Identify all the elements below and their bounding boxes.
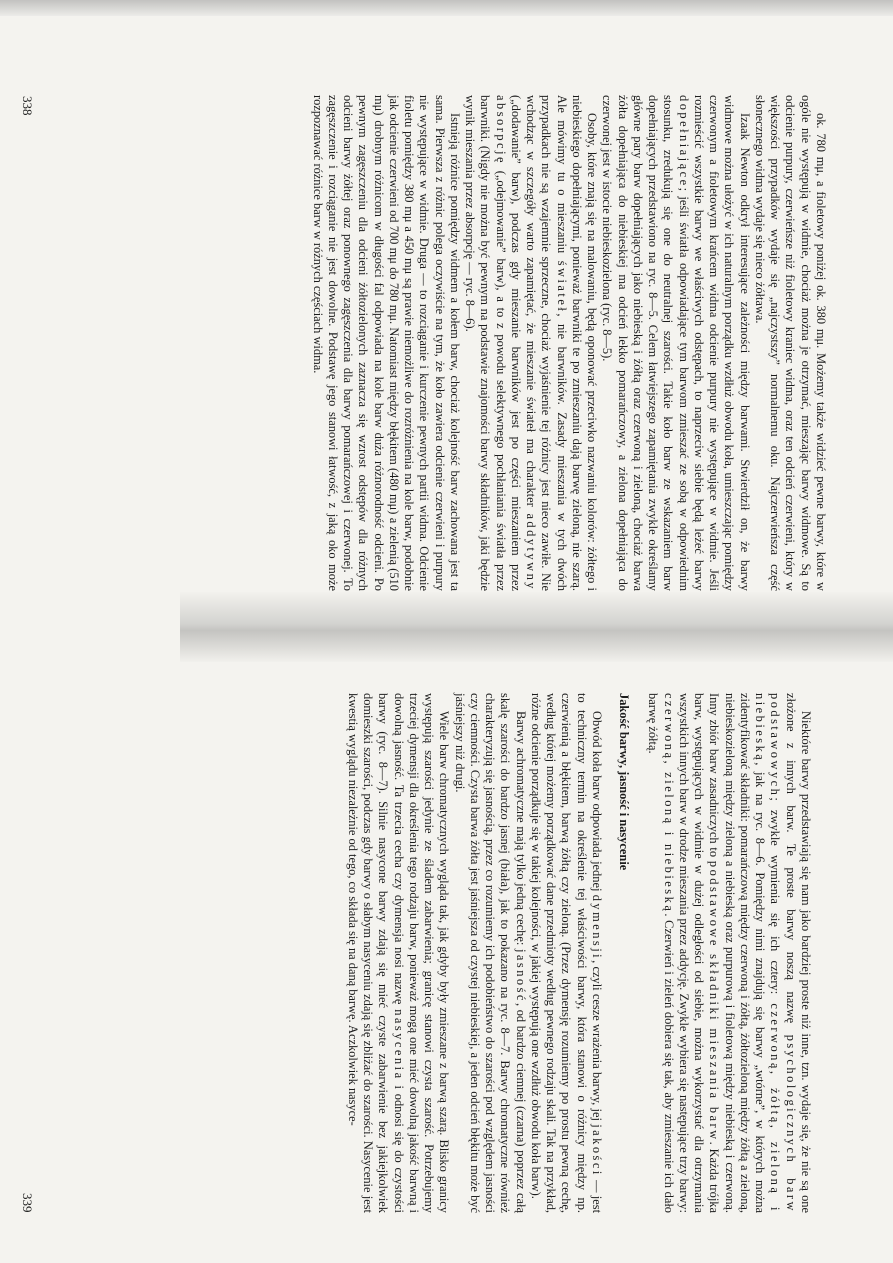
paragraph <box>645 693 813 1213</box>
text-run: . Każda trójka barw, występujących w widmie w dużej odległości od siebie, można wykorzystać dla otrzymania wszystkich innych barw w drodze mieszania przez addycję. Zwykle wybiera się następujące trzy barwy: <box>677 693 722 1213</box>
left-page-text <box>310 95 829 591</box>
text-run: Istnieją różnice pomiędzy widmem a kołem barw, chociaż kolejność barw zachowana jest ta sama. Pierwsza z różnic polega oczywiście na tym, że koło zawiera odcienie czerwieni i purpury nie występujące w widmie. Druga — to rozciąganie i kurczenie pewnych partii widma. Odcienie fioletu pomiędzy 380 mμ a 450 mμ są prawie niemożliwe do rozróżnienia na kole barw, podobnie jak odcienie czerwieni od 700 mμ do 780 mμ. Natomiast między błękitem (480 mμ) a zielenią (510 mμ) drobnym różnicom w długości fal odpowiada na kole barw duża różnorodność odcieni. Po pewnym zagęszczeniu dla odcieni żółtozielonych zaznacza się wzrost odstępów dla różnych odcieni barwy żółtej oraz ponownego zagęszczenia dla barwy pomarańczowej i czerwonej. To zagęszczenie i rozciąganie nie jest dowolne. Podstawę jego stanowi łatwość, z jaką oko może rozpoznawać różnice barw w różnych częściach widma. <box>310 95 462 591</box>
spaced-emphasis-text: absorpcję <box>493 95 508 165</box>
paragraph <box>752 95 828 591</box>
right-page <box>0 633 893 1263</box>
text-run: ok. 780 mμ, a fioletowy poniżej ok. 380 mμ. Możemy także widzieć pewne barwy, które w ogóle nie występują w widmie, chociaż można je otrzymać, mieszając barwy widmowe. Są to odcienie purpury, czerwieńsze niż fioletowy kraniec widma, oraz ten odcień czerwieni, który w większości przypadków wydaje się „najczystszy” normalnemu oku. Najczerwieńsza część słonecznego widma wydaje się nieco żółtawa. <box>753 95 828 591</box>
text-run: , jak na ryc. 8—6. Pomiędzy nimi znajdują się barwy „wtórne”, w których można zidentyfikować składniki: pomarańczową między czerwoną i żółtą, żółtozieloną między żółtą a zieloną, niebieskozieloną między zieloną a niebieską oraz purpurową i fioletową między niebieską i czerwoną. Inny zbiór barw zasadniczych to <box>707 693 768 1213</box>
spaced-emphasis-text: świateł <box>554 260 569 314</box>
spaced-emphasis-text: podstawowe składniki mieszania barw <box>707 860 722 1142</box>
spaced-emphasis-text: psychologicznych barw podstawowych <box>768 693 798 1213</box>
spaced-emphasis-text: jasność <box>513 948 528 1003</box>
section-heading: Jakość barwy, jasność i nasycenie <box>617 693 632 871</box>
text-run: Osoby, które znają się na malowaniu, będą oponować przeciwko nazwaniu kolorów: żółtego i niebieskiego dopełniającymi, ponieważ barwniki te po zmieszaniu dają barwę zieloną, nie szarą. Ale mówimy tu o mieszaniu <box>554 95 600 591</box>
text-run: — jest to techniczny termin na określenie tej właściwości barwy, która stanowi o różnicy między np. czerwienią a błękitem, barwą żółtą czy zieloną. (Przez dymensję rozumiemy po prostu pewną cechę, według której możemy porządkować dane przedmioty według pewnego rodzaju skali. Tak na przykład, różne odcienie porządkuje się w takiej kolejności, w jakiej występują one wzdłuż obwodu koła barw). <box>529 693 604 1214</box>
text-run: („dodawanie” barw), podczas gdy mieszanie barwników jest po części mieszaniem przez <box>509 95 523 591</box>
spaced-emphasis-text: addytywny <box>524 513 539 591</box>
text-run: ; jeśli światła odpowiadające tym barwom zmieszać ze sobą w odpowiednim stosunku, zredukują się one do neutralnej szarości. Takie koło barw ze wskazaniem barw dopełniających przedstawiono na ryc. 8—5. Celem łatwiejszego zapamiętania zwykle określamy główne pary barw dopełniających jako niebieską i żółtą oraz czerwoną i zieloną, chociaż barwa żółta dopełniająca do niebieskiej ma odcień lekko pomarańczowy, a zielona dopełniająca do czerwonej jest w istocie niebieskozielona (ryc. 8—5). <box>600 95 691 591</box>
right-intro-text <box>645 693 813 1213</box>
paragraph <box>462 95 599 591</box>
text-run: Izaak Newton odkrył interesujące zależności między barwami. Stwierdził on, że barwy widmowe można ułożyć w ich naturalnym porządku wzdłuż obwodu koła, umieszczając pomiędzy czerwonym a fioletowym krańcem widma odcienie purpury nie występujące w widmie. Jeśli rozmieścić wszystkie barwy we właściwych odstępach, to naprzeciw siebie będą leżeć barwy <box>692 95 752 591</box>
paragraph <box>452 693 528 1213</box>
spaced-emphasis-text: dymensji <box>590 894 604 961</box>
text-run: , czyli cesze wrażenia barwy, jej <box>590 960 604 1125</box>
left-page-number: 338 <box>20 96 35 116</box>
spaced-emphasis-text: czerwoną, zieloną i niebieską <box>661 693 676 914</box>
right-page-number: 339 <box>20 1193 35 1213</box>
text-run: („odejmowanie” barw), a to z powodu selektywnego pochłaniania światła przez barwniki. (Nigdy nie można być pewnym na podstawie znajomości barwy składników, jaki będzie wynik mieszania przez absorpcję — ryc. 8—6). <box>463 95 508 591</box>
spaced-emphasis-text: dopełniające <box>676 95 691 188</box>
text-run: ; zwykle wymienia się ich cztery: <box>768 797 783 1004</box>
left-page <box>0 0 893 630</box>
paragraph <box>345 693 452 1213</box>
paragraph <box>528 693 604 1213</box>
text-run: Barwy achromatyczne mają tylko jedną cechę: <box>513 711 528 949</box>
right-page-text <box>345 693 813 1213</box>
paragraph <box>599 95 752 591</box>
paragraph <box>310 95 463 591</box>
text-run: Niektóre barwy przedstawiają się nam jako bardziej proste niż inne, tzn. wydaje się, że nie są one złożone z innych barw. Te proste barwy noszą nazwę <box>783 693 813 1213</box>
text-run: Obwód koła barw odpowiada jednej <box>590 711 604 895</box>
right-section-text <box>345 693 604 1213</box>
text-run: , od bardzo ciemnej (czarna) poprzez całą skalę szarości do bardzo jasnej (biała), jak to pokazano na ryc. 8—7. Barwy chromatyczne również charakteryzują się jasnością, przez co rozumiemy ich podobieństwo do szarości pod względem jasności czy ciemności. Czysta barwa żółta jest jaśniejsza od czystej niebieskiej, a jeden odcień błękitu może być jaśniejszy niż drugi. <box>452 693 528 1213</box>
text-run: , nie barwników. Zasady mieszania w tych dwóch przypadkach nie są wzajemnie sprzeczne, chociaż wyjaśnienie tej różnicy jest nieco zawiłe. Nie wchodząc w szczegóły warto zapamiętać, że mieszanie świateł ma charakter <box>524 95 569 591</box>
text-run: Wiele barw chromatycznych wygląda tak, jak gdyby były zmieszane z barwą szarą. Blisko granicy występują szarości jedynie ze śladem zabarwienia; granicę stanowi czysta szarość. Potrzebujemy trzeciej dymensji dla określenia tego rodzaju barw, ponieważ mogą one mieć dowolną jakość barwną i dowolną jasność. Ta trzecia cecha czy dymensja nosi nazwę <box>391 693 452 1213</box>
spaced-emphasis-text: czerwoną, żółtą, zieloną i niebieską <box>753 693 783 1213</box>
text-run: i odnosi się do czystości barwy (ryc. 8—7). Silnie nasycone barwy zdają się mieć czyste zabarwienie bez jakiejkolwiek domieszki szarości, podczas gdy barwy o słabym nasyceniu zdają się zbliżać do szarości. Nasycenie jest kwestią wyglądu niezależnie od tego, co składa się na daną barwę. Aczkolwiek nasyce- <box>346 693 406 1213</box>
spaced-emphasis-text: jakości <box>590 1124 604 1177</box>
spaced-emphasis-text: nasycenia <box>391 1009 406 1081</box>
text-run: . Czerwień i zieleń dobiera się tak, aby zmieszanie ich dało barwę żółtą. <box>646 693 676 1213</box>
